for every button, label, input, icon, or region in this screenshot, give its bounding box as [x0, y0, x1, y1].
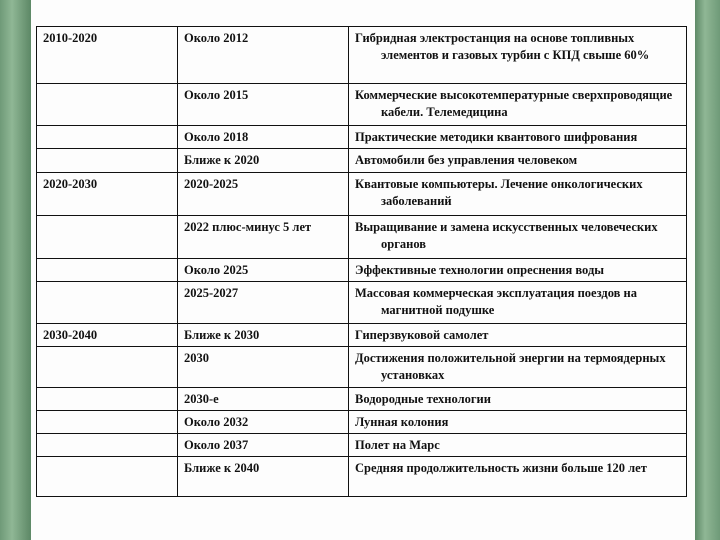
- event-cell-text: Коммерческие высокотемпературные сверхпроводящие кабели. Телемедицина: [355, 88, 673, 119]
- date-cell: [178, 149, 349, 173]
- event-cell-text: Средняя продолжительность жизни больше 120 лет: [355, 461, 647, 475]
- date-cell: [178, 282, 349, 324]
- table-row: [37, 27, 687, 84]
- date-cell: [178, 347, 349, 388]
- event-cell: [349, 216, 687, 259]
- event-cell: [349, 388, 687, 411]
- date-cell-text: 2025-2027: [184, 286, 239, 300]
- period-cell: [37, 84, 178, 126]
- event-cell: [349, 411, 687, 434]
- table-row: [37, 347, 687, 388]
- table-row: [37, 411, 687, 434]
- date-cell-text: Около 2032: [184, 415, 249, 429]
- event-cell: [349, 27, 687, 84]
- event-cell-text: Гиперзвуковой самолет: [355, 328, 489, 342]
- date-cell-text: Около 2012: [184, 31, 249, 45]
- period-cell-text: 2010-2020: [43, 31, 98, 45]
- table-row: [37, 457, 687, 497]
- period-cell: [37, 27, 178, 84]
- date-cell: [178, 126, 349, 149]
- event-cell: [349, 457, 687, 497]
- event-cell: [349, 259, 687, 282]
- date-cell-text: Около 2015: [184, 88, 249, 102]
- table-row: [37, 149, 687, 173]
- event-cell: [349, 126, 687, 149]
- table-row: [37, 84, 687, 126]
- date-cell-text: Около 2025: [184, 263, 249, 277]
- forecast-table: [36, 26, 687, 497]
- date-cell: [178, 324, 349, 347]
- period-cell: [37, 434, 178, 457]
- date-cell: [178, 434, 349, 457]
- date-cell-text: Ближе к 2040: [184, 461, 260, 475]
- event-cell: [349, 149, 687, 173]
- period-cell: [37, 126, 178, 149]
- event-cell: [349, 282, 687, 324]
- table-row: [37, 388, 687, 411]
- period-cell: [37, 216, 178, 259]
- event-cell-text: Достижения положительной энергии на термоядерных установках: [355, 351, 666, 382]
- date-cell: [178, 84, 349, 126]
- date-cell-text: 2030: [184, 351, 209, 365]
- period-cell: [37, 411, 178, 434]
- event-cell-text: Автомобили без управления человеком: [355, 153, 578, 167]
- date-cell: [178, 27, 349, 84]
- period-cell-text: 2030-2040: [43, 328, 98, 342]
- date-cell-text: 2020-2025: [184, 177, 239, 191]
- event-cell: [349, 324, 687, 347]
- period-cell: [37, 149, 178, 173]
- date-cell: [178, 216, 349, 259]
- table-row: [37, 282, 687, 324]
- event-cell-text: Эффективные технологии опреснения воды: [355, 263, 605, 277]
- period-cell: [37, 457, 178, 497]
- table-row: [37, 173, 687, 216]
- date-cell-text: Около 2037: [184, 438, 249, 452]
- date-cell: [178, 173, 349, 216]
- event-cell-text: Квантовые компьютеры. Лечение онкологических заболеваний: [355, 177, 643, 208]
- table-row: [37, 434, 687, 457]
- event-cell-text: Выращивание и замена искусственных человеческих органов: [355, 220, 658, 251]
- period-cell: [37, 324, 178, 347]
- date-cell-text: Ближе к 2030: [184, 328, 260, 342]
- date-cell: [178, 457, 349, 497]
- event-cell-text: Водородные технологии: [355, 392, 491, 406]
- date-cell: [178, 388, 349, 411]
- event-cell-text: Гибридная электростанция на основе топливных элементов и газовых турбин с КПД свыше 60%: [355, 31, 650, 62]
- event-cell: [349, 434, 687, 457]
- period-cell: [37, 388, 178, 411]
- date-cell-text: 2022 плюс-минус 5 лет: [184, 220, 312, 234]
- table-row: [37, 324, 687, 347]
- period-cell-text: 2020-2030: [43, 177, 98, 191]
- date-cell-text: Около 2018: [184, 130, 249, 144]
- event-cell-text: Лунная колония: [355, 415, 449, 429]
- event-cell: [349, 173, 687, 216]
- table-row: [37, 126, 687, 149]
- event-cell-text: Полет на Марс: [355, 438, 440, 452]
- date-cell: [178, 411, 349, 434]
- event-cell-text: Массовая коммерческая эксплуатация поездов на магнитной подушке: [355, 286, 637, 317]
- period-cell: [37, 347, 178, 388]
- period-cell: [37, 173, 178, 216]
- date-cell: [178, 259, 349, 282]
- event-cell: [349, 347, 687, 388]
- period-cell: [37, 259, 178, 282]
- date-cell-text: 2030-е: [184, 392, 219, 406]
- table-row: [37, 259, 687, 282]
- period-cell: [37, 282, 178, 324]
- table-row: [37, 216, 687, 259]
- event-cell-text: Практические методики квантового шифрования: [355, 130, 638, 144]
- event-cell: [349, 84, 687, 126]
- date-cell-text: Ближе к 2020: [184, 153, 260, 167]
